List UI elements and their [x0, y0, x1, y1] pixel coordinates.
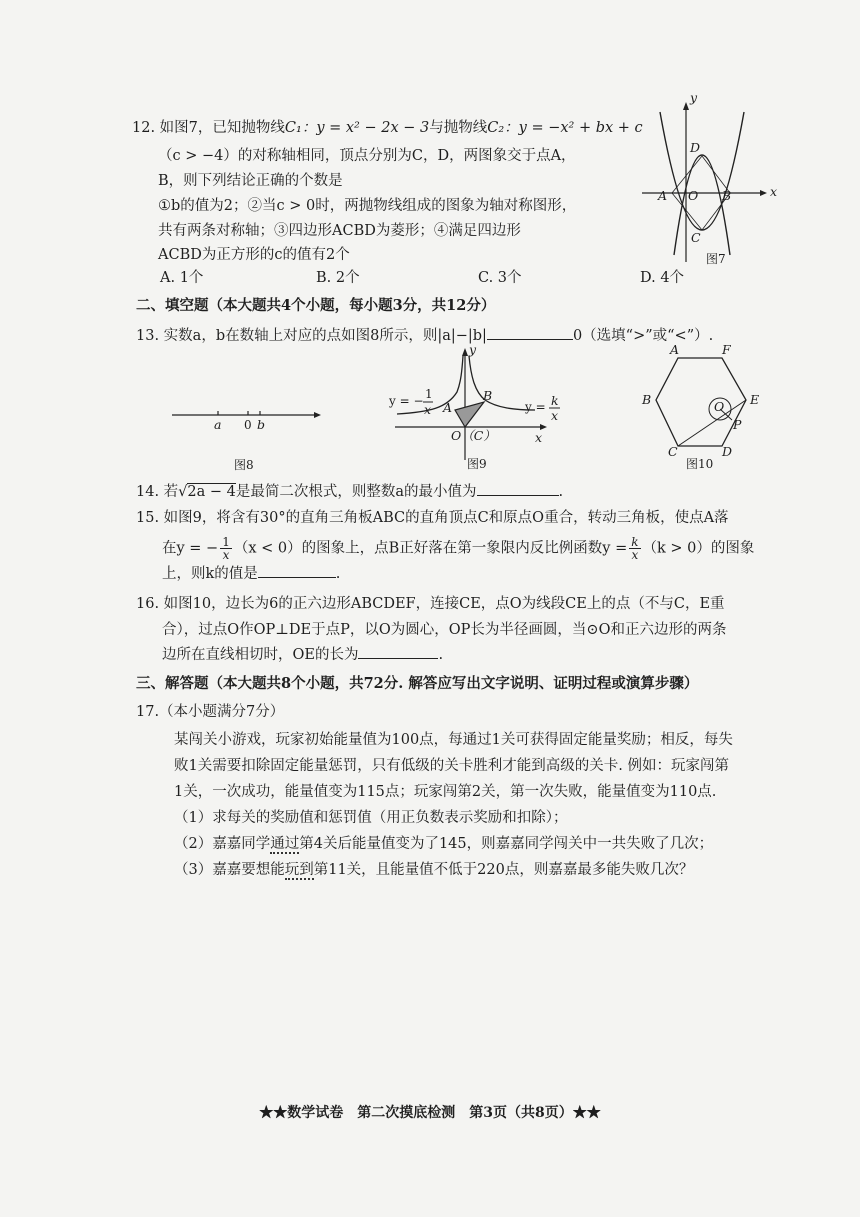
fig10-point-e: E	[750, 392, 760, 407]
fig8-label-b: b	[257, 417, 266, 432]
q12-option-b: B. 2个	[316, 270, 360, 286]
section-2-heading: 二、填空题（本大题共4个小题，每小题3分，共12分）	[136, 297, 496, 314]
fig9-origin-c: O（C）	[451, 428, 496, 443]
fig9-y-label: y	[469, 342, 477, 357]
fig7-point-a: A	[658, 188, 668, 203]
q15-answer-blank[interactable]	[258, 577, 336, 578]
q15-line3: 上，则k的值是 .	[162, 566, 341, 582]
figure-8	[168, 395, 328, 470]
fig7-x-label: x	[770, 184, 778, 199]
q16-answer-blank[interactable]	[358, 658, 438, 659]
q12-line5: 共有两条对称轴；③四边形ACBD为菱形；④满足四边形	[158, 223, 521, 239]
fig9-right-num: k	[551, 393, 559, 408]
fig10-point-o: O	[714, 399, 725, 414]
fig10-point-d: D	[722, 444, 733, 459]
q16-line1: 16. 如图10，边长为6的正六边形ABCDEF，连接CE，点O为线段CE上的点（不与C，E重	[136, 596, 725, 612]
fig7-point-d: D	[690, 140, 701, 155]
sqrt-sign: √	[178, 484, 188, 500]
fig7-point-b: B	[722, 188, 732, 203]
fig7-point-c: C	[691, 230, 701, 245]
fig7-caption: 图7	[706, 252, 726, 266]
fig10-point-f: F	[722, 342, 731, 357]
fig10-point-b: B	[642, 392, 652, 407]
page-footer: ★★数学试卷 第二次摸底检测 第3页（共8页）★★	[259, 1105, 601, 1121]
fig8-caption: 图8	[234, 458, 254, 472]
q12-option-a: A. 1个	[160, 270, 204, 286]
fig7-y-label: y	[690, 90, 698, 105]
fig9-point-a: A	[443, 400, 453, 415]
q15-line2: 在y = − $\frac{1}{x}$ （x < 0）的图象上，点B正好落在第一象限内反比例函数y = $\frac{k}{x}$ （k > 0）的图象	[162, 535, 755, 562]
fig8-label-a: a	[214, 417, 222, 432]
q14-text: 14. 若√2a − 4是最简二次根式，则整数a的最小值为 .	[136, 484, 564, 500]
q12-option-d: D. 4个	[640, 270, 685, 286]
q14-answer-blank[interactable]	[477, 495, 559, 496]
q12-option-c: C. 3个	[478, 270, 522, 286]
q16-line3: 边所在直线相切时，OE的长为 .	[162, 647, 444, 663]
fig9-left-y: y = −	[389, 394, 424, 408]
q15-fraction-2: $\frac{k}{x}$	[631, 535, 639, 562]
q17-para-line3: 1关，一次成功，能量值变为115点；玩家闯第2关，第一次失败，能量值变为110点.	[174, 784, 717, 800]
q12-line2: （c > −4）的对称轴相同，顶点分别为C，D，两图象交于点A，	[158, 148, 576, 164]
fig7-origin: O	[688, 188, 699, 203]
q17-subquestion-2: （2）嘉嘉同学通过第4关后能量值变为了145，则嘉嘉同学闯关中一共失败了几次；	[174, 836, 714, 852]
figure-7	[620, 90, 780, 275]
fig9-x-label: x	[535, 430, 543, 445]
fig9-right-y: y =	[525, 400, 546, 414]
fig10-point-a: A	[670, 342, 680, 357]
q12-line3: B，则下列结论正确的个数是	[158, 173, 343, 189]
fig10-point-c: C	[668, 444, 678, 459]
section-3-heading: 三、解答题（本大题共8个小题，共72分. 解答应写出文字说明、证明过程或演算步骤）	[136, 675, 699, 692]
fig10-caption: 图10	[686, 457, 714, 471]
q17-heading: 17.（本小题满分7分）	[136, 704, 285, 720]
q15-line1: 15. 如图9，将含有30°的直角三角板ABC的直角顶点C和原点O重合，转动三角板，使点A落	[136, 510, 729, 526]
q17-para-line1: 某闯关小游戏，玩家初始能量值为100点，每通过1关可获得固定能量奖励；相反，每失	[174, 732, 733, 748]
q17-subquestion-1: （1）求每关的奖励值和惩罚值（用正负数表示奖励和扣除）；	[174, 810, 568, 826]
q12-line6: ACBD为正方形的c的值有2个	[158, 247, 350, 263]
q13-answer-blank[interactable]	[487, 339, 573, 340]
figure-10	[630, 338, 775, 472]
q12-line4: ①b的值为2；②当c > 0时，两抛物线组成的图象为轴对称图形，	[158, 198, 577, 214]
fig9-right-den: x	[551, 408, 559, 423]
q13-text: 13. 实数a，b在数轴上对应的点如图8所示，则|a|−|b| 0（选填“>”或“<”）.	[136, 328, 714, 344]
fig10-point-p: P	[733, 417, 742, 432]
fig9-left-num: 1	[425, 387, 433, 401]
fig8-label-zero: 0	[244, 418, 252, 432]
q17-subquestion-3: （3）嘉嘉要想能玩到第11关，且能量值不低于220点，则嘉嘉最多能失败几次？	[174, 862, 694, 878]
q16-line2: 合），过点O作OP⊥DE于点P，以O为圆心，OP长为半径画圆，当⊙O和正六边形的两条	[162, 622, 727, 638]
figure-9	[385, 342, 570, 472]
q15-fraction-1: $\frac{1}{x}$	[222, 535, 230, 562]
fig9-caption: 图9	[467, 457, 487, 471]
fig9-left-den: x	[424, 402, 432, 417]
fig9-point-b: B	[483, 388, 493, 403]
q12-line1: 12. 如图7，已知抛物线C₁：y = x² − 2x − 3与抛物线C₂：y = −x² + bx + c	[132, 120, 643, 136]
q17-para-line2: 败1关需要扣除固定能量惩罚，只有低级的关卡胜利才能到高级的关卡. 例如：玩家闯第	[174, 758, 729, 774]
